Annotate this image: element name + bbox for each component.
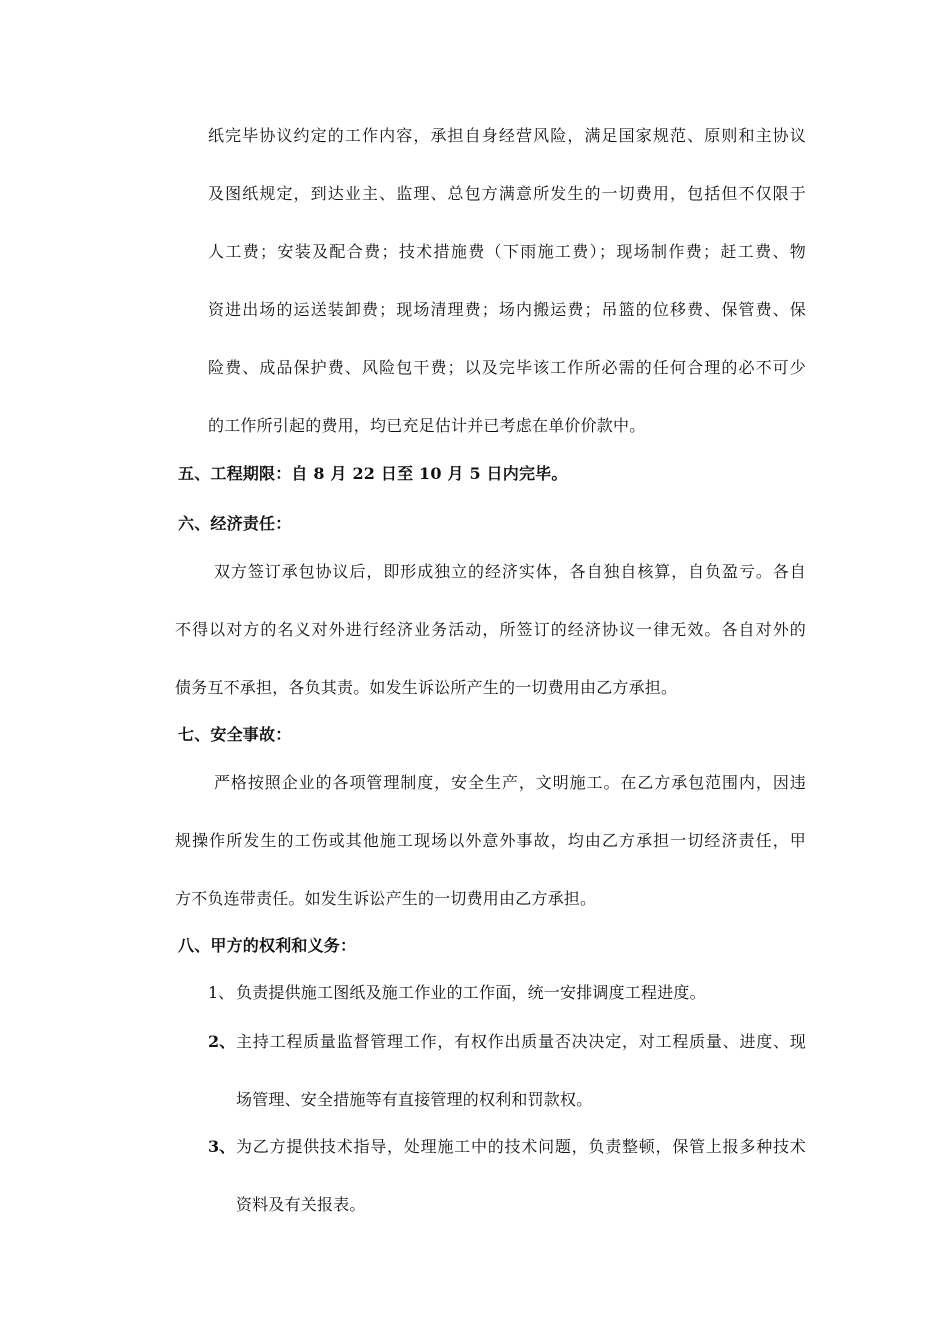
list-item-text: 为乙方提供技术指导，处理施工中的技术问题，负责整顿，保管上报多种技术 <box>236 1137 806 1156</box>
paragraph-line: 险费、成品保护费、风险包干费；以及完毕该工作所必需的任何合理的必不可少 <box>208 358 806 377</box>
list-item-text: 负责提供施工图纸及施工作业的工作面，统一安排调度工程进度。 <box>236 983 706 1002</box>
paragraph-line: 严格按照企业的各项管理制度，安全生产，文明施工。在乙方承包范围内，因违 <box>214 773 806 792</box>
paragraph-line: 方不负连带责任。如发生诉讼产生的一切费用由乙方承担。 <box>175 889 597 908</box>
paragraph-line: 不得以对方的名义对外进行经济业务活动，所签订的经济协议一律无效。各自对外的 <box>175 620 806 639</box>
section-heading-safety-accidents: 七、安全事故： <box>178 725 292 744</box>
paragraph-line: 债务互不承担，各负其责。如发生诉讼所产生的一切费用由乙方承担。 <box>175 678 678 697</box>
section-heading-economic-responsibility: 六、经济责任： <box>178 514 292 533</box>
paragraph-line: 双方签订承包协议后，即形成独立的经济实体，各自独自核算，自负盈亏。各自 <box>214 562 806 581</box>
list-item-text: 资料及有关报表。 <box>236 1195 366 1214</box>
paragraph-line: 的工作所引起的费用，均已充足估计并已考虑在单价价款中。 <box>208 416 646 435</box>
list-item-number: 3、 <box>208 1137 236 1156</box>
paragraph-line: 及图纸规定，到达业主、监理、总包方满意所发生的一切费用，包括但不仅限于 <box>208 184 806 203</box>
paragraph-line: 资进出场的运送装卸费；现场清理费；场内搬运费；吊篮的位移费、保管费、保 <box>208 300 806 319</box>
list-item-number: 1、 <box>208 983 235 1002</box>
paragraph-line: 人工费；安装及配合费；技术措施费（下雨施工费）；现场制作费；赶工费、物 <box>208 242 806 261</box>
list-item-text: 主持工程质量监督管理工作，有权作出质量否决决定，对工程质量、进度、现 <box>236 1032 806 1051</box>
list-item-number: 2、 <box>208 1032 236 1051</box>
section-heading-duration: 五、工程期限：自 8 月 22 日至 10 月 5 日内完毕。 <box>178 464 568 483</box>
paragraph-line: 纸完毕协议约定的工作内容，承担自身经营风险，满足国家规范、原则和主协议 <box>208 126 806 145</box>
list-item-text: 场管理、安全措施等有直接管理的权利和罚款权。 <box>236 1090 593 1109</box>
section-heading-party-a-rights: 八、甲方的权利和义务： <box>178 936 357 955</box>
paragraph-line: 规操作所发生的工伤或其他施工现场以外意外事故，均由乙方承担一切经济责任，甲 <box>175 831 806 850</box>
